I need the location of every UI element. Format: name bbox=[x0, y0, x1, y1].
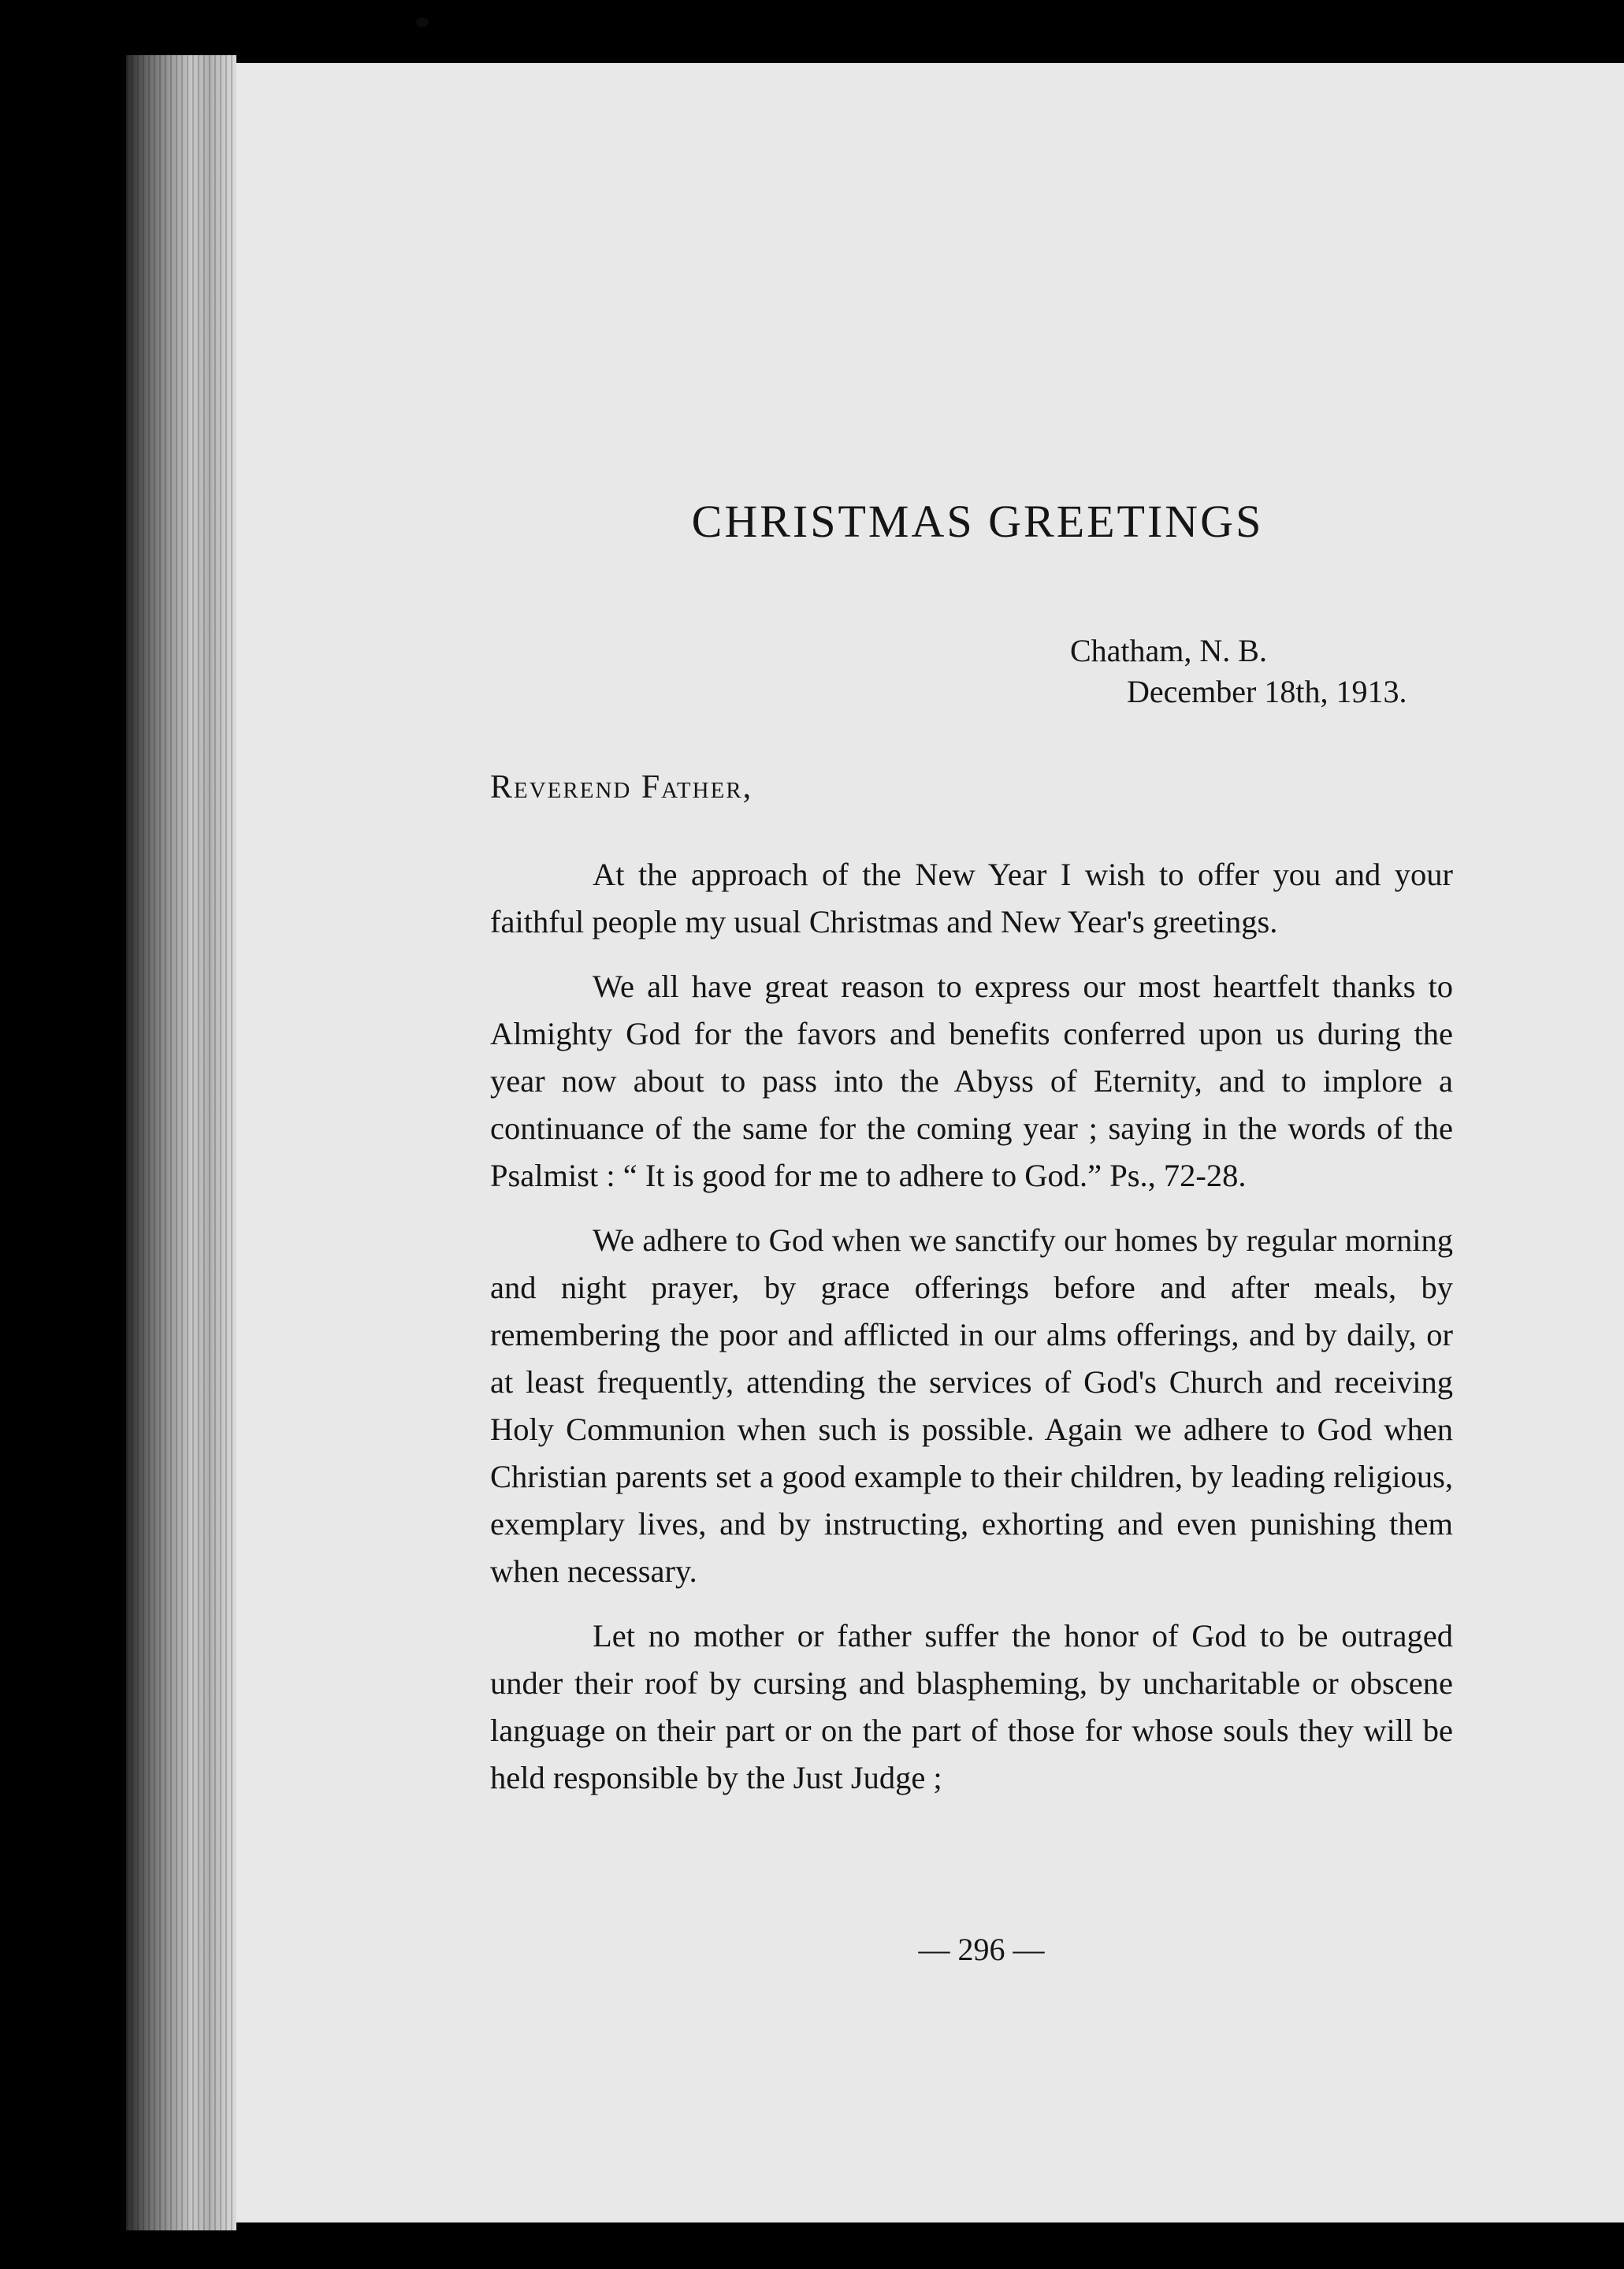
paragraph: We all have great reason to express our most heartfelt thanks to Almighty God for the favors and benefits conferred upon us during the year now about to pass into the Abyss of Eternity, and to implore a continuance of the same for the coming year ; saying in the words of the Psalmist : “ It is good for me to adhere to God.” Ps., 72-28. bbox=[490, 969, 1453, 1193]
page-number: — 296 — bbox=[918, 1932, 1045, 1967]
book-page-edge bbox=[126, 55, 236, 2230]
letter-body bbox=[490, 851, 1453, 1819]
dateline bbox=[1070, 630, 1407, 712]
salutation: Reverend Father, bbox=[490, 769, 753, 805]
dateline-date: December 18th, 1913. bbox=[1127, 674, 1407, 709]
page-title: CHRISTMAS GREETINGS bbox=[691, 496, 1264, 547]
paragraph: We adhere to God when we sanctify our homes by regular morning and night prayer, by grace offerings before and after meals, by remembering the poor and afflicted in our alms offerings, and by daily, or at least frequently, attending the services of God's Church and receiving Holy Communion when such is possible. Again we adhere to God when Christian parents set a good example to their children, by leading religious, exemplary lives, and by instructing, exhorting and even punishing them when necessary. bbox=[490, 1222, 1453, 1589]
dateline-place: Chatham, N. B. bbox=[1070, 633, 1267, 668]
paragraph: At the approach of the New Year I wish to offer you and your faithful people my usual Christmas and New Year's greetings. bbox=[490, 857, 1453, 939]
paragraph: Let no mother or father suffer the honor of God to be outraged under their roof by cursing and blaspheming, by uncharitable or obscene language on their part or on the part of those for whose souls they will be held responsible by the Just Judge ; bbox=[490, 1618, 1453, 1795]
scan-speck bbox=[416, 17, 429, 27]
book-page bbox=[236, 63, 1624, 2223]
